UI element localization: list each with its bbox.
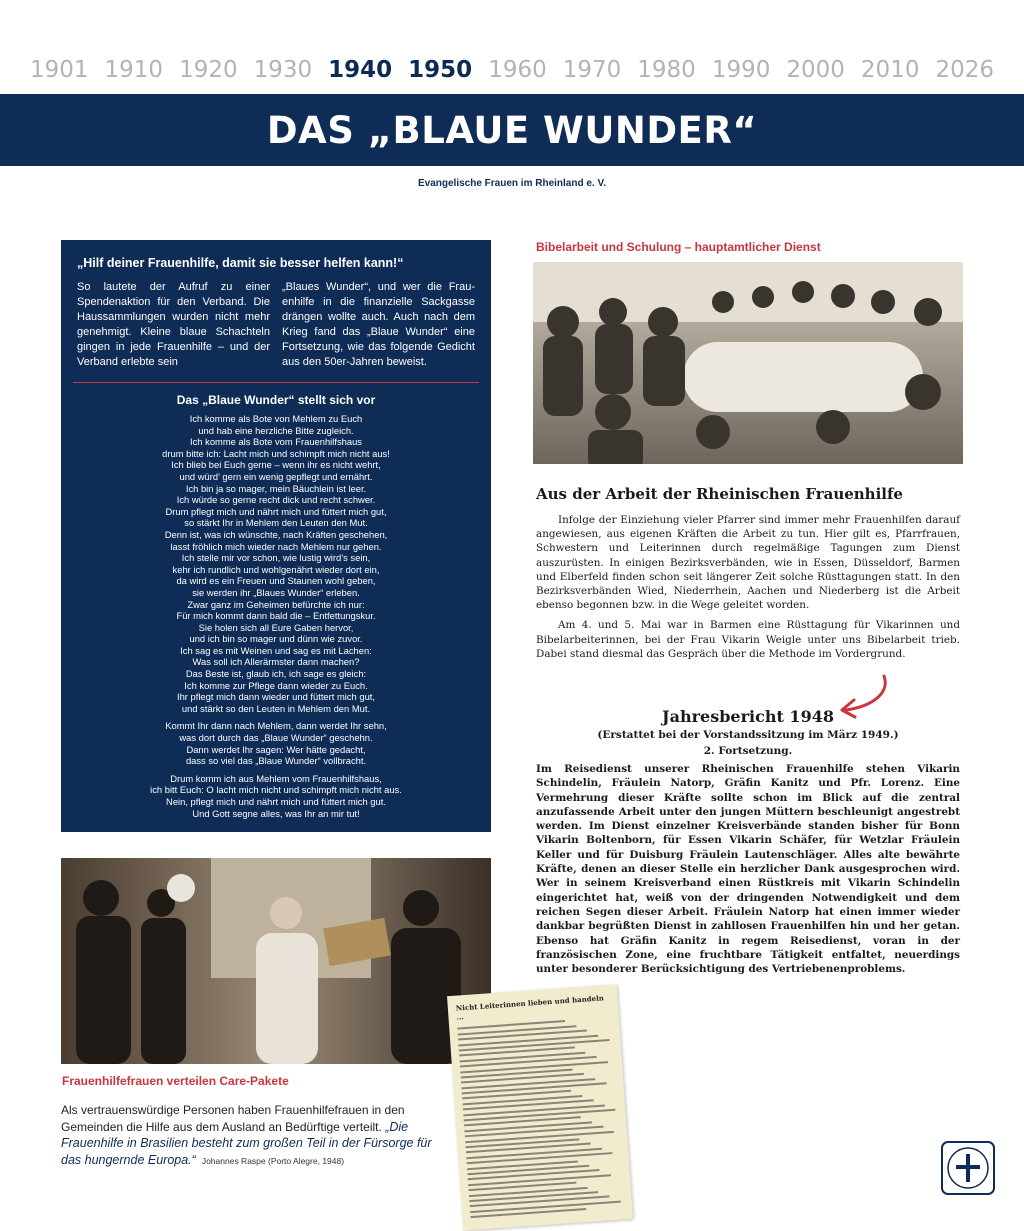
article-1-paragraph: Am 4. und 5. Mai war in Barmen eine Rüsttagung für Vikarinnen und Bibelarbeiterinnen, bei der Frau Vikarin Weigle unter uns Bibelarbeit trieb. Dabei stand diesmal das Gespräch über die Methode im Vordergrund.: [536, 619, 960, 660]
timeline-year-1980[interactable]: 1980: [637, 57, 696, 83]
poem-line: Für mich kommt dann bald die – Entfettungskur.: [176, 610, 376, 622]
timeline-year-2010[interactable]: 2010: [860, 57, 920, 83]
poem-line: Drum pflegt mich und nährt mich und füttert mich gut,: [165, 505, 387, 517]
article-2-subtitle: (Erstattet bei der Vorstandssitzung im März 1949.): [597, 729, 899, 741]
brazil-quote: „Die Frauenhilfe in Brasilien besteht zum großen Teil in der Fürsorge für das hungernde Europa.“: [61, 1119, 432, 1167]
poem-line: Dann werdet Ihr sagen: Wer hätte gedacht,: [186, 743, 366, 755]
article-2-part: 2. Fortsetzung.: [703, 745, 793, 757]
quote-author: Johannes Raspe (Porto Alegre, 1948): [201, 1155, 345, 1166]
bible-study-photo: [533, 262, 963, 464]
timeline-year-1960[interactable]: 1960: [488, 57, 547, 83]
poem-line: Ich würde so gerne recht dick und recht schwer.: [176, 494, 376, 506]
poem-line: Ich komme als Bote vom Frauenhilfshaus: [190, 436, 362, 448]
poem-stanza: [77, 720, 475, 766]
timeline-nav: [0, 52, 1024, 92]
article-1-title: Aus der Arbeit der Rheinischen Frauenhilfe: [536, 485, 903, 503]
poem-line: Nein, pflegt mich und nährt mich und füttert mich gut.: [166, 796, 386, 807]
poem-line: und hab eine herzliche Bitte zugleich.: [198, 424, 354, 436]
poem-line: Ich blieb bei Euch gerne – wenn ihr es nicht wehrt,: [171, 459, 381, 471]
article-1-paragraph: Infolge der Einziehung vieler Pfarrer sind immer mehr Frauenhilfen darauf angewiesen, aus eigenen Kräften die Arbeit zu tun. Hier gilt es, Pfarrfrauen, Schwestern und Leiterinnen durch regelmäßige Tagungen zum Dienst auszurüsten. In einigen Bezirksverbänden, wie in Essen, Düsseldorf, Barmen und Elberfeld finden schon seit längerer Zeit solche Rüsttagungen statt. In den Bezirksverbänden Wied, Niederrhein, Aachen und Niederberg ist die Arbeit ebenso begonnen bzw. in die Wege geleitet worden.: [536, 514, 960, 612]
timeline-year-1950[interactable]: 1950: [400, 52, 480, 92]
poem-line: sie werden ihr „Blaues Wunder“ erleben.: [192, 586, 360, 598]
poem-line: Und Gott segne alles, was Ihr an mir tut!: [192, 807, 360, 819]
poem-line: Zwar ganz im Geheimen befürchte ich nur:: [187, 598, 365, 610]
timeline-year-1970[interactable]: 1970: [562, 57, 622, 83]
timeline-year-1901[interactable]: 1901: [29, 57, 89, 83]
poem-line: ich bitt Euch: O lacht mich nicht und schimpft mich nicht aus.: [150, 784, 402, 796]
bible-study-photo-image: [533, 262, 963, 464]
organization-name: Evangelische Frauen im Rheinland e. V.: [417, 178, 607, 189]
poem-stanza: [77, 773, 475, 819]
box-heading: „Hilf deiner Frauenhilfe, damit sie besser helfen kann!“: [77, 256, 404, 270]
poem-line: Kommt Ihr dann nach Mehlem, dann werdet Ihr sehn,: [165, 720, 387, 732]
article-1-body: [536, 513, 960, 667]
poem-line: Sie holen sich all Eure Gaben hervor,: [198, 621, 354, 633]
clipping-text-lines: [449, 1017, 632, 1219]
timeline-year-1930[interactable]: 1930: [253, 57, 313, 83]
timeline-year-2000[interactable]: 2000: [786, 57, 845, 83]
poem-line: was dort durch das „Blaue Wunder“ geschehn.: [179, 732, 373, 744]
intro-columns: [77, 280, 475, 370]
poem-line: da wird es ein Freuen und Staunen wohl geben,: [176, 575, 376, 587]
newspaper-clipping: [447, 984, 633, 1230]
timeline-year-2026[interactable]: 2026: [935, 57, 995, 83]
poem: [77, 413, 475, 819]
poem-title: Das „Blaue Wunder“ stellt sich vor: [176, 393, 376, 407]
article-2-title: Jahresbericht 1948: [662, 707, 834, 726]
poem-line: Das Beste ist, glaub ich, ich sage es gleich:: [185, 668, 367, 680]
poem-line: so stärkt Ihr in Mehlem den Leuten den Mut.: [184, 517, 368, 529]
poem-line: dass so viel das „Blaue Wunder“ vollbracht.: [185, 755, 367, 767]
poem-line: Ich bin ja so mager, mein Bäuchlein ist leer.: [185, 482, 367, 494]
poem-line: Ich stelle mir vor schon, wie lustig wird’s sein,: [181, 552, 371, 564]
timeline-year-1910[interactable]: 1910: [104, 57, 164, 83]
poem-line: drum bitte ich: Lacht mich und schimpft mich nicht aus!: [162, 447, 390, 459]
care-packages-photo: [61, 858, 491, 1064]
blaues-wunder-box: [61, 240, 491, 832]
evangelische-frauenhilfe-logo-icon: [940, 1140, 996, 1196]
poem-line: Denn ist, was ich wünschte, nach Kräften geschehen,: [164, 528, 388, 540]
poem-line: Ich komme zur Pflege dann wieder zu Euch.: [184, 679, 368, 691]
poem-line: und stärkt so den Leuten in Mehlem den Mut.: [181, 702, 371, 714]
timeline-year-1920[interactable]: 1920: [179, 57, 238, 83]
top-photo-caption: Bibelarbeit und Schulung – hauptamtlicher Dienst: [532, 238, 825, 256]
intro-column-1: So lautete der Aufruf zu einer Spendenaktion für den Verband. Die Haussammlungen wurden nicht mehr genehmigt. Kleine blaue Schachteln gingen in jede Frauenhilfe – und der Verband erlebte sein: [77, 281, 270, 368]
red-divider: [73, 382, 479, 383]
poem-line: und ich bin so mager und dünn wie zuvor.: [189, 633, 363, 645]
poem-line: kehr ich rundlich und wohlgenährt wieder dort ein,: [172, 563, 380, 575]
poem-line: Was soll ich Allerärmster dann machen?: [192, 656, 360, 668]
clipping-heading: Nicht Leiterinnen lieben und handeln ...: [455, 993, 605, 1022]
poem-line: und würd’ gern ein wenig gepflegt und ernährt.: [179, 470, 373, 482]
care-packages-text: [61, 1102, 441, 1169]
poem-line: Ich komme als Bote von Mehlem zu Euch: [189, 413, 363, 424]
bottom-photo-caption: Frauenhilfefrauen verteilen Care-Pakete: [58, 1072, 293, 1090]
poem-line: lasst fröhlich mich wieder nach Mehlem nur gehen.: [170, 540, 382, 552]
article-2-body: Im Reisedienst unserer Rheinischen Frauenhilfe stehen Vikarin Schindelin, Fräulein Natorp, Gräfin Kanitz und Pfr. Lorenz. Eine Vermehrung dieser Kräfte sollte schon im Blick auf die zentral anzufassende Arbeit unter den jungen Müttern beschleunigt angestrebt werden. Im Dienst einzelner Kreisverbände standen bisher für Bonn Vikarin Boltenborn, für Essen Vikarin Schäfer, für Wetzlar Fräulein Keller und für Duisburg Fräulein Lautenschläger. Alles alte bewährte Kräfte, denen an dieser Stelle ein herzlicher Dank ausgesprochen wird. Wer in seinem Kreisverband einen Rüstkreis mit Vikarin Schindelin eingerichtet hat, weiß von der dringenden Notwendigkeit und dem reichen Segen dieser Arbeit. Fräulein Natorp hat einen immer wieder dankbar begrüßten Dienst in zahllosen Frauenhilfen hin und her getan. Ebenso hat Gräfin Kanitz in regem Reisedienst, voran in der französischen Zone, eine fruchtbare Tätigkeit entfaltet, neuerdings unter besonderer Berücksichtigung des Vertriebenenproblems.: [536, 763, 960, 976]
poem-line: Ich sag es mit Weinen und sag es mit Lachen:: [180, 644, 372, 656]
poem-line: Drum komm ich aus Mehlem vom Frauenhilfshaus,: [170, 772, 382, 784]
intro-column-2: „Blaues Wunder“, und wer die Frauenhilfe in die finanzielle Sackgasse drängen wollte auch. Auch nach dem Krieg fand das „Blaue Wunder“ eine Fortsetzung, wie das folgende Gedicht aus den 50er-Jahren beweist.: [282, 281, 475, 368]
title-banner: [0, 94, 1024, 166]
care-packages-body: Als vertrauenswürdige Personen haben Frauenhilfefrauen in den Gemeinden die Hilfe aus dem Ausland an Bedürftige verteilt.: [61, 1103, 405, 1134]
page-title: DAS „BLAUE WUNDER“: [266, 108, 758, 152]
poem-line: Ihr pflegt mich dann wieder und füttert mich gut,: [176, 691, 376, 703]
timeline-year-1940[interactable]: 1940: [320, 52, 400, 92]
timeline-year-1990[interactable]: 1990: [711, 57, 771, 83]
care-packages-photo-image: [61, 858, 491, 1064]
poem-stanza: [77, 413, 475, 714]
